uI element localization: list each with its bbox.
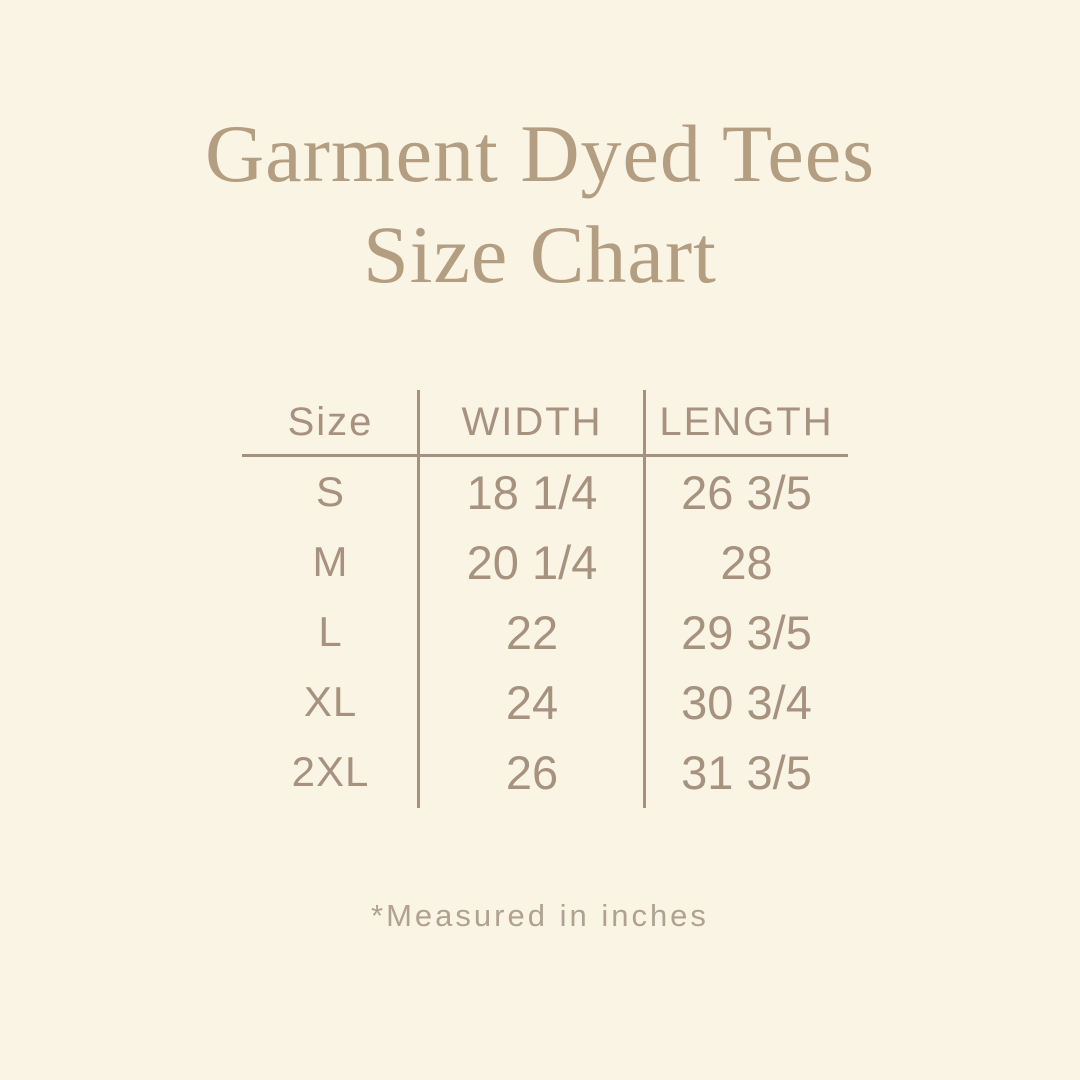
row-xl-size: XL	[303, 678, 358, 725]
size-table	[242, 390, 848, 808]
measurement-note: *Measured in inches	[371, 898, 709, 933]
row-2xl-length: 31 3/5	[681, 745, 812, 799]
row-l-size: L	[318, 608, 343, 655]
row-s-size: S	[315, 468, 345, 515]
row-l-width: 22	[505, 605, 559, 659]
size-table-body	[242, 457, 848, 807]
page-title	[0, 103, 1080, 305]
size-table-header-row	[242, 390, 848, 454]
column-header-width: WIDTH	[461, 399, 603, 444]
column-header-size: Size	[287, 399, 374, 444]
row-m-length: 28	[720, 535, 773, 589]
row-s-width: 18 1/4	[466, 465, 598, 519]
title-line-1: Garment Dyed Tees	[204, 108, 876, 199]
row-2xl-size: 2XL	[291, 748, 370, 795]
row-m-width: 20 1/4	[466, 535, 598, 589]
row-m-size: M	[312, 538, 349, 585]
column-header-length: LENGTH	[659, 399, 834, 444]
row-2xl-width: 26	[505, 745, 559, 799]
row-xl-length: 30 3/4	[681, 675, 812, 729]
row-s-length: 26 3/5	[681, 465, 812, 519]
row-xl-width: 24	[505, 675, 559, 729]
row-l-length: 29 3/5	[681, 605, 812, 659]
title-line-2: Size Chart	[363, 209, 717, 300]
